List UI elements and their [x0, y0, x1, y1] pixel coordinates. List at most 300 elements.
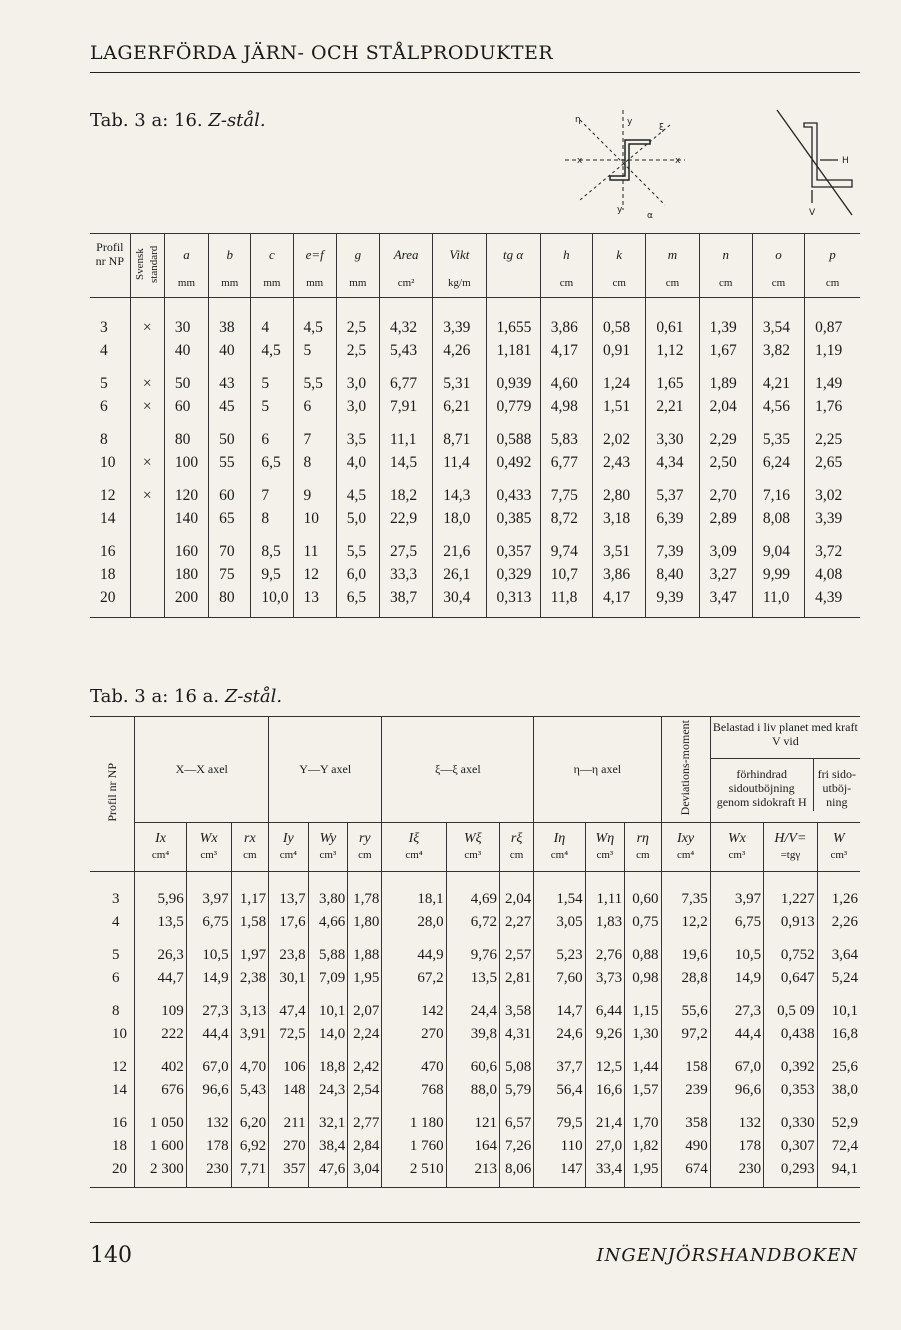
table-cell: 5	[90, 362, 130, 395]
table-cell: 10,5	[710, 934, 763, 967]
table-row	[90, 1135, 860, 1158]
table-cell: 44,9	[382, 934, 446, 967]
t2-sub-sym: Iη	[553, 831, 566, 846]
table-cell: 70	[209, 530, 251, 563]
t2-header-dev-label: Deviations-moment	[678, 719, 693, 816]
table-cell: 4,0	[336, 451, 379, 474]
table-cell: 2,54	[348, 1079, 382, 1102]
t2-header-xixi: ξ—ξ axel	[382, 717, 534, 823]
table-cell: 94,1	[831, 1161, 858, 1177]
table2-caption-name: Z-stål.	[224, 686, 283, 707]
table-cell: 1,12	[646, 339, 699, 362]
table-cell: 1,44	[625, 1046, 661, 1079]
t2-sub-sym: rξ	[510, 831, 523, 846]
table-cell: 0,60	[625, 872, 661, 912]
table-cell: 80	[209, 586, 251, 618]
table-cell: 56,4	[534, 1079, 585, 1102]
t2-subheader-cell	[231, 823, 268, 872]
table-cell: 5,79	[500, 1079, 534, 1102]
table-cell: 2 300	[135, 1158, 186, 1188]
t1-header-sym: e=f	[305, 247, 324, 262]
table-cell: 2 510	[382, 1158, 446, 1188]
t1-header-cell	[752, 234, 804, 298]
table-cell	[130, 563, 164, 586]
table-cell: 0,87	[815, 318, 843, 336]
table-cell	[130, 586, 164, 618]
table-cell: 5,37	[646, 474, 699, 507]
table-cell: 20	[90, 1158, 135, 1188]
table-cell: 2,38	[231, 967, 268, 990]
table-cell: 3,64	[831, 947, 858, 963]
table-cell: 27,0	[585, 1135, 625, 1158]
table1-caption-name: Z-stål.	[208, 110, 266, 131]
table-cell: 8	[251, 507, 293, 530]
t2-sub-sym: ry	[358, 831, 371, 846]
t2-sub-unit: cm	[509, 849, 524, 861]
axis-label-eta: η	[575, 115, 581, 125]
table-cell: 18	[90, 563, 130, 586]
table-cell: 60,6	[446, 1046, 499, 1079]
table-cell: 30	[164, 298, 208, 340]
table-cell: 14	[90, 507, 130, 530]
table-row	[90, 339, 860, 362]
table-cell: 6,92	[231, 1135, 268, 1158]
load-label-v: V	[809, 208, 816, 218]
table1-body	[90, 298, 860, 618]
table-cell: 1,655	[486, 298, 540, 340]
footer-rule	[90, 1222, 860, 1223]
t2-sub-unit: cm³	[830, 849, 848, 861]
table-cell: 132	[186, 1102, 231, 1135]
table-cell: 6,5	[251, 451, 293, 474]
table-cell: 47,4	[269, 990, 309, 1023]
axis-label-x-left: x	[577, 156, 583, 166]
table-cell: 16,8	[831, 1026, 858, 1042]
t2-subheader-cell	[382, 823, 446, 872]
table-cell: 2,07	[348, 990, 382, 1023]
table-cell: 9,26	[585, 1023, 625, 1046]
table-cell: 158	[661, 1046, 710, 1079]
table-cell: 4,21	[752, 362, 804, 395]
table-cell: 27,3	[186, 990, 231, 1023]
t2-header-etaeta: η—η axel	[534, 717, 661, 823]
table-cell: 2,76	[585, 934, 625, 967]
table-cell: 4,98	[540, 395, 592, 418]
table-cell: 0,492	[486, 451, 540, 474]
table-cell: 44,4	[710, 1023, 763, 1046]
table-cell: 18,1	[382, 872, 446, 912]
table-cell: 1,89	[699, 362, 752, 395]
table-cell: 3,73	[585, 967, 625, 990]
table-cell: 24,6	[534, 1023, 585, 1046]
table-cell: 11	[293, 530, 336, 563]
table-cell: 10,0	[251, 586, 293, 618]
table-row	[90, 1046, 860, 1079]
table-cell: 1,39	[699, 298, 752, 340]
table-cell: 0,588	[486, 418, 540, 451]
t1-header-unit: cm	[612, 277, 626, 289]
table-cell: 8	[90, 990, 135, 1023]
table-cell: 6,72	[446, 911, 499, 934]
table-cell: 18,0	[433, 507, 486, 530]
table-cell: 3,72	[815, 542, 843, 560]
table-cell: 3,86	[540, 298, 592, 340]
table-row	[90, 911, 860, 934]
t2-sub-unit: cm⁴	[405, 849, 423, 861]
t2-header-profil-label: Profil nr NP	[104, 762, 119, 822]
t2-subheader-cell	[446, 823, 499, 872]
t2-sub-unit: cm³	[596, 849, 614, 861]
t2-sub-sym: W	[832, 831, 845, 846]
table-cell	[130, 507, 164, 530]
table2	[90, 716, 860, 1188]
t2-header-belastad: Belastad i liv planet med kraft V vid	[711, 717, 860, 759]
table-cell: 75	[209, 563, 251, 586]
table-row	[90, 563, 860, 586]
table-row	[90, 1079, 860, 1102]
table-cell: 5,0	[336, 507, 379, 530]
load-label-h: H	[842, 156, 849, 166]
table-cell: 1,57	[625, 1079, 661, 1102]
table-cell: 2,04	[699, 395, 752, 418]
table-cell: 72,4	[831, 1138, 858, 1154]
table-cell: 67,2	[382, 967, 446, 990]
table-cell: 12	[293, 563, 336, 586]
table-cell: 213	[446, 1158, 499, 1188]
table-cell: 23,8	[269, 934, 309, 967]
table-cell: 4,56	[752, 395, 804, 418]
table-cell: 44,7	[135, 967, 186, 990]
table-cell: 67,0	[186, 1046, 231, 1079]
t2-header-dev	[661, 717, 710, 823]
table-cell: 9,39	[646, 586, 699, 618]
table-cell: 5	[251, 362, 293, 395]
table-cell: 8,72	[540, 507, 592, 530]
table-row	[90, 474, 860, 507]
t2-sub-sym: Ix	[155, 831, 167, 846]
t1-header-cell	[486, 234, 540, 298]
table-cell: 180	[164, 563, 208, 586]
t2-sub-unit: cm³	[200, 849, 218, 861]
t2-header-xx: X—X axel	[135, 717, 269, 823]
t1-header-sym: b	[226, 247, 233, 262]
table-cell: 40	[164, 339, 208, 362]
t2-sub-sym: Iξ	[408, 831, 420, 846]
table-cell: 676	[135, 1079, 186, 1102]
table-cell: 239	[661, 1079, 710, 1102]
table-cell: 7,75	[540, 474, 592, 507]
table-cell: 2,50	[699, 451, 752, 474]
t1-header-unit: mm	[221, 277, 239, 289]
table-cell: 6,77	[540, 451, 592, 474]
table-cell: 3,80	[308, 872, 348, 912]
book-title: INGENJÖRSHANDBOKEN	[596, 1245, 858, 1266]
table-cell: 13,5	[135, 911, 186, 934]
table-cell: 4	[90, 911, 135, 934]
table-cell: 3,91	[231, 1023, 268, 1046]
table-cell: 3,97	[710, 872, 763, 912]
table-cell: 45	[209, 395, 251, 418]
table-cell: 0,58	[593, 298, 646, 340]
t1-header-cell	[293, 234, 336, 298]
table-cell: 3,27	[699, 563, 752, 586]
table-cell: 25,6	[831, 1059, 858, 1075]
table-cell: ×	[130, 395, 164, 418]
table-cell: ×	[130, 298, 164, 340]
table-cell: 0,313	[486, 586, 540, 618]
table-row	[90, 362, 860, 395]
table-cell: 2,27	[500, 911, 534, 934]
table-cell: 2,81	[500, 967, 534, 990]
table-cell: 44,4	[186, 1023, 231, 1046]
table-cell: 3,13	[231, 990, 268, 1023]
table-cell: 7	[293, 418, 336, 451]
t1-header-sym: tg α	[503, 247, 524, 262]
table-cell: 5,5	[293, 362, 336, 395]
table-cell: 11,0	[752, 586, 804, 618]
t2-sub-sym: Wx	[199, 831, 218, 846]
table-cell: 50	[209, 418, 251, 451]
table-cell: 7,60	[534, 967, 585, 990]
table-cell: 8,06	[500, 1158, 534, 1188]
table-cell: 96,6	[710, 1079, 763, 1102]
table-cell: 1,19	[815, 341, 843, 359]
table-cell: 3,09	[699, 530, 752, 563]
t2-subheader-cell	[135, 823, 186, 872]
table-cell: 5	[293, 339, 336, 362]
table-row	[90, 418, 860, 451]
t1-header-cell	[540, 234, 592, 298]
table-cell: 28,8	[661, 967, 710, 990]
table-cell: 2,02	[593, 418, 646, 451]
table-cell: 4,5	[336, 474, 379, 507]
table-cell: 3,82	[752, 339, 804, 362]
table-cell: 7,09	[308, 967, 348, 990]
table-cell: 0,293	[764, 1158, 817, 1188]
t2-subheader-cell	[625, 823, 661, 872]
t1-header-unit: mm	[306, 277, 324, 289]
table-cell: 14	[90, 1079, 135, 1102]
table-cell: 164	[446, 1135, 499, 1158]
table-cell: 17,6	[269, 911, 309, 934]
table-cell: 2,29	[699, 418, 752, 451]
axis-label-y-top: y	[627, 117, 633, 127]
table2-caption	[90, 686, 282, 707]
t2-sub-unit: cm⁴	[676, 849, 695, 861]
table-cell: 4,34	[646, 451, 699, 474]
table-cell: 33,4	[585, 1158, 625, 1188]
table-row	[90, 990, 860, 1023]
table-cell: 5,83	[540, 418, 592, 451]
table-cell: 5,23	[534, 934, 585, 967]
table-cell: 1,88	[348, 934, 382, 967]
table-cell: 33,3	[379, 563, 432, 586]
table-cell: 1,227	[764, 872, 817, 912]
table-cell: 1,82	[625, 1135, 661, 1158]
t2-header-belastad-group	[710, 717, 860, 823]
table-cell: 1,54	[534, 872, 585, 912]
table-cell: 16	[90, 530, 130, 563]
table-row	[90, 586, 860, 618]
table-cell: 2,65	[815, 453, 843, 471]
table-cell: 8,40	[646, 563, 699, 586]
table-cell: 5,08	[500, 1046, 534, 1079]
t2-subheader-cell	[710, 823, 763, 872]
table-cell: 9,99	[752, 563, 804, 586]
table-cell: 2,5	[336, 298, 379, 340]
table-cell: 3,02	[815, 486, 843, 504]
table-cell: 0,329	[486, 563, 540, 586]
table-cell: 132	[710, 1102, 763, 1135]
table-cell: 2,26	[831, 914, 858, 930]
table-row	[90, 967, 860, 990]
table-cell: 2,5	[336, 339, 379, 362]
table-cell: 6,57	[500, 1102, 534, 1135]
t1-header-cell	[90, 234, 130, 298]
table-cell: 22,9	[379, 507, 432, 530]
table-cell: 21,4	[585, 1102, 625, 1135]
table-cell: 38,4	[308, 1135, 348, 1158]
table-cell: 52,9	[831, 1115, 858, 1131]
t1-header-unit: cm	[771, 277, 786, 289]
t1-header-cell	[209, 234, 251, 298]
table-cell: 10	[293, 507, 336, 530]
t2-sub-sym: Wη	[595, 831, 615, 846]
table-cell: 3,0	[336, 395, 379, 418]
table-cell: 200	[164, 586, 208, 618]
table-cell: 21,6	[433, 530, 486, 563]
table-cell: 3,54	[752, 298, 804, 340]
t2-sub-sym: Ixy	[677, 831, 695, 846]
table-cell: 222	[135, 1023, 186, 1046]
table-cell: 0,330	[764, 1102, 817, 1135]
table-cell: 11,1	[379, 418, 432, 451]
table-cell: 8,08	[752, 507, 804, 530]
table-cell: 13,7	[269, 872, 309, 912]
table-cell: 121	[446, 1102, 499, 1135]
table-cell: 110	[534, 1135, 585, 1158]
t2-subheader-cell	[500, 823, 534, 872]
table-cell: 5	[251, 395, 293, 418]
table-cell: 9	[293, 474, 336, 507]
table-cell: 27,5	[379, 530, 432, 563]
table-cell: 26,3	[135, 934, 186, 967]
table-cell: 1,49	[815, 374, 843, 392]
table-cell: 4,31	[500, 1023, 534, 1046]
table-cell: 6,5	[336, 586, 379, 618]
table-cell: 13,5	[446, 967, 499, 990]
table-cell: 12	[90, 474, 130, 507]
t2-sub-unit: cm³	[464, 849, 482, 861]
t2-sub-unit: cm⁴	[151, 849, 170, 861]
t2-sub-sym: H/V=	[774, 831, 807, 846]
table-cell: 0,75	[625, 911, 661, 934]
table-cell: 357	[269, 1158, 309, 1188]
table-cell: 2,43	[593, 451, 646, 474]
t2-subheader-cell	[817, 823, 860, 872]
table-cell: 10,7	[540, 563, 592, 586]
t1-header-sym: m	[667, 247, 678, 262]
table-cell: 106	[269, 1046, 309, 1079]
table-cell: 13	[293, 586, 336, 618]
table-cell: 4,70	[231, 1046, 268, 1079]
t2-sub-unit: cm³	[319, 849, 337, 861]
table1-caption-prefix: Tab. 3 a: 16.	[90, 110, 203, 131]
table-cell: 7	[251, 474, 293, 507]
table-cell: 1,24	[593, 362, 646, 395]
table-cell: 7,16	[752, 474, 804, 507]
table-cell	[130, 339, 164, 362]
t1-header-sym: g	[354, 247, 362, 262]
table-cell: 8,71	[433, 418, 486, 451]
table-cell: 72,5	[269, 1023, 309, 1046]
table-cell: 12,5	[585, 1046, 625, 1079]
table-row	[90, 1158, 860, 1188]
table-cell: 768	[382, 1079, 446, 1102]
t2-sub-sym: Iy	[282, 831, 294, 846]
table-cell: 40	[209, 339, 251, 362]
table-cell: 3	[90, 872, 135, 912]
t2-sub-unit: cm	[636, 849, 650, 861]
table-cell: 5,5	[336, 530, 379, 563]
table-cell: 4,66	[308, 911, 348, 934]
table-cell: 7,91	[379, 395, 432, 418]
table-cell: 2,57	[500, 934, 534, 967]
table-cell: 2,24	[348, 1023, 382, 1046]
header-rule	[90, 72, 860, 73]
t1-header-sym: k	[616, 247, 623, 262]
page-number: 140	[90, 1243, 132, 1268]
table-row	[90, 530, 860, 563]
t2-sub-unit: =tgγ	[780, 849, 801, 861]
axis-label-x-right: x	[675, 156, 681, 166]
t1-header-unit: cm	[718, 277, 733, 289]
t1-header-profil: Profil nr NP	[95, 240, 125, 268]
t1-header-cell	[251, 234, 293, 298]
table-cell: 1 050	[135, 1102, 186, 1135]
table-cell: 12,2	[661, 911, 710, 934]
table-row	[90, 507, 860, 530]
table-cell: 1,65	[646, 362, 699, 395]
t2-header-profil	[90, 717, 135, 872]
table-cell: 1,26	[831, 891, 858, 907]
table-cell: 147	[534, 1158, 585, 1188]
t1-header-sym: Area	[393, 247, 419, 262]
t1-header-sym: Vikt	[449, 247, 470, 262]
table-cell: 5,88	[308, 934, 348, 967]
table-cell: 140	[164, 507, 208, 530]
t2-subheader-cell	[764, 823, 817, 872]
table-cell: 30,4	[433, 586, 486, 618]
table-cell: 30,1	[269, 967, 309, 990]
table-cell: 1,181	[486, 339, 540, 362]
table-cell: 9,5	[251, 563, 293, 586]
table-cell: 4,5	[293, 298, 336, 340]
table-cell: 6,75	[710, 911, 763, 934]
table-cell: 230	[710, 1158, 763, 1188]
table-cell: 0,353	[764, 1079, 817, 1102]
table-cell: 4,39	[815, 588, 843, 606]
axis-label-xi: ξ	[659, 123, 665, 133]
table-cell	[130, 418, 164, 451]
table-cell: 3,97	[186, 872, 231, 912]
table-cell: 50	[164, 362, 208, 395]
table-cell: 97,2	[661, 1023, 710, 1046]
table-cell: 6,75	[186, 911, 231, 934]
t2-header-forhindrad: förhindrad sidoutböjning genom sidokraft H	[711, 759, 814, 811]
table-cell: 19,6	[661, 934, 710, 967]
table-cell: 6,39	[646, 507, 699, 530]
